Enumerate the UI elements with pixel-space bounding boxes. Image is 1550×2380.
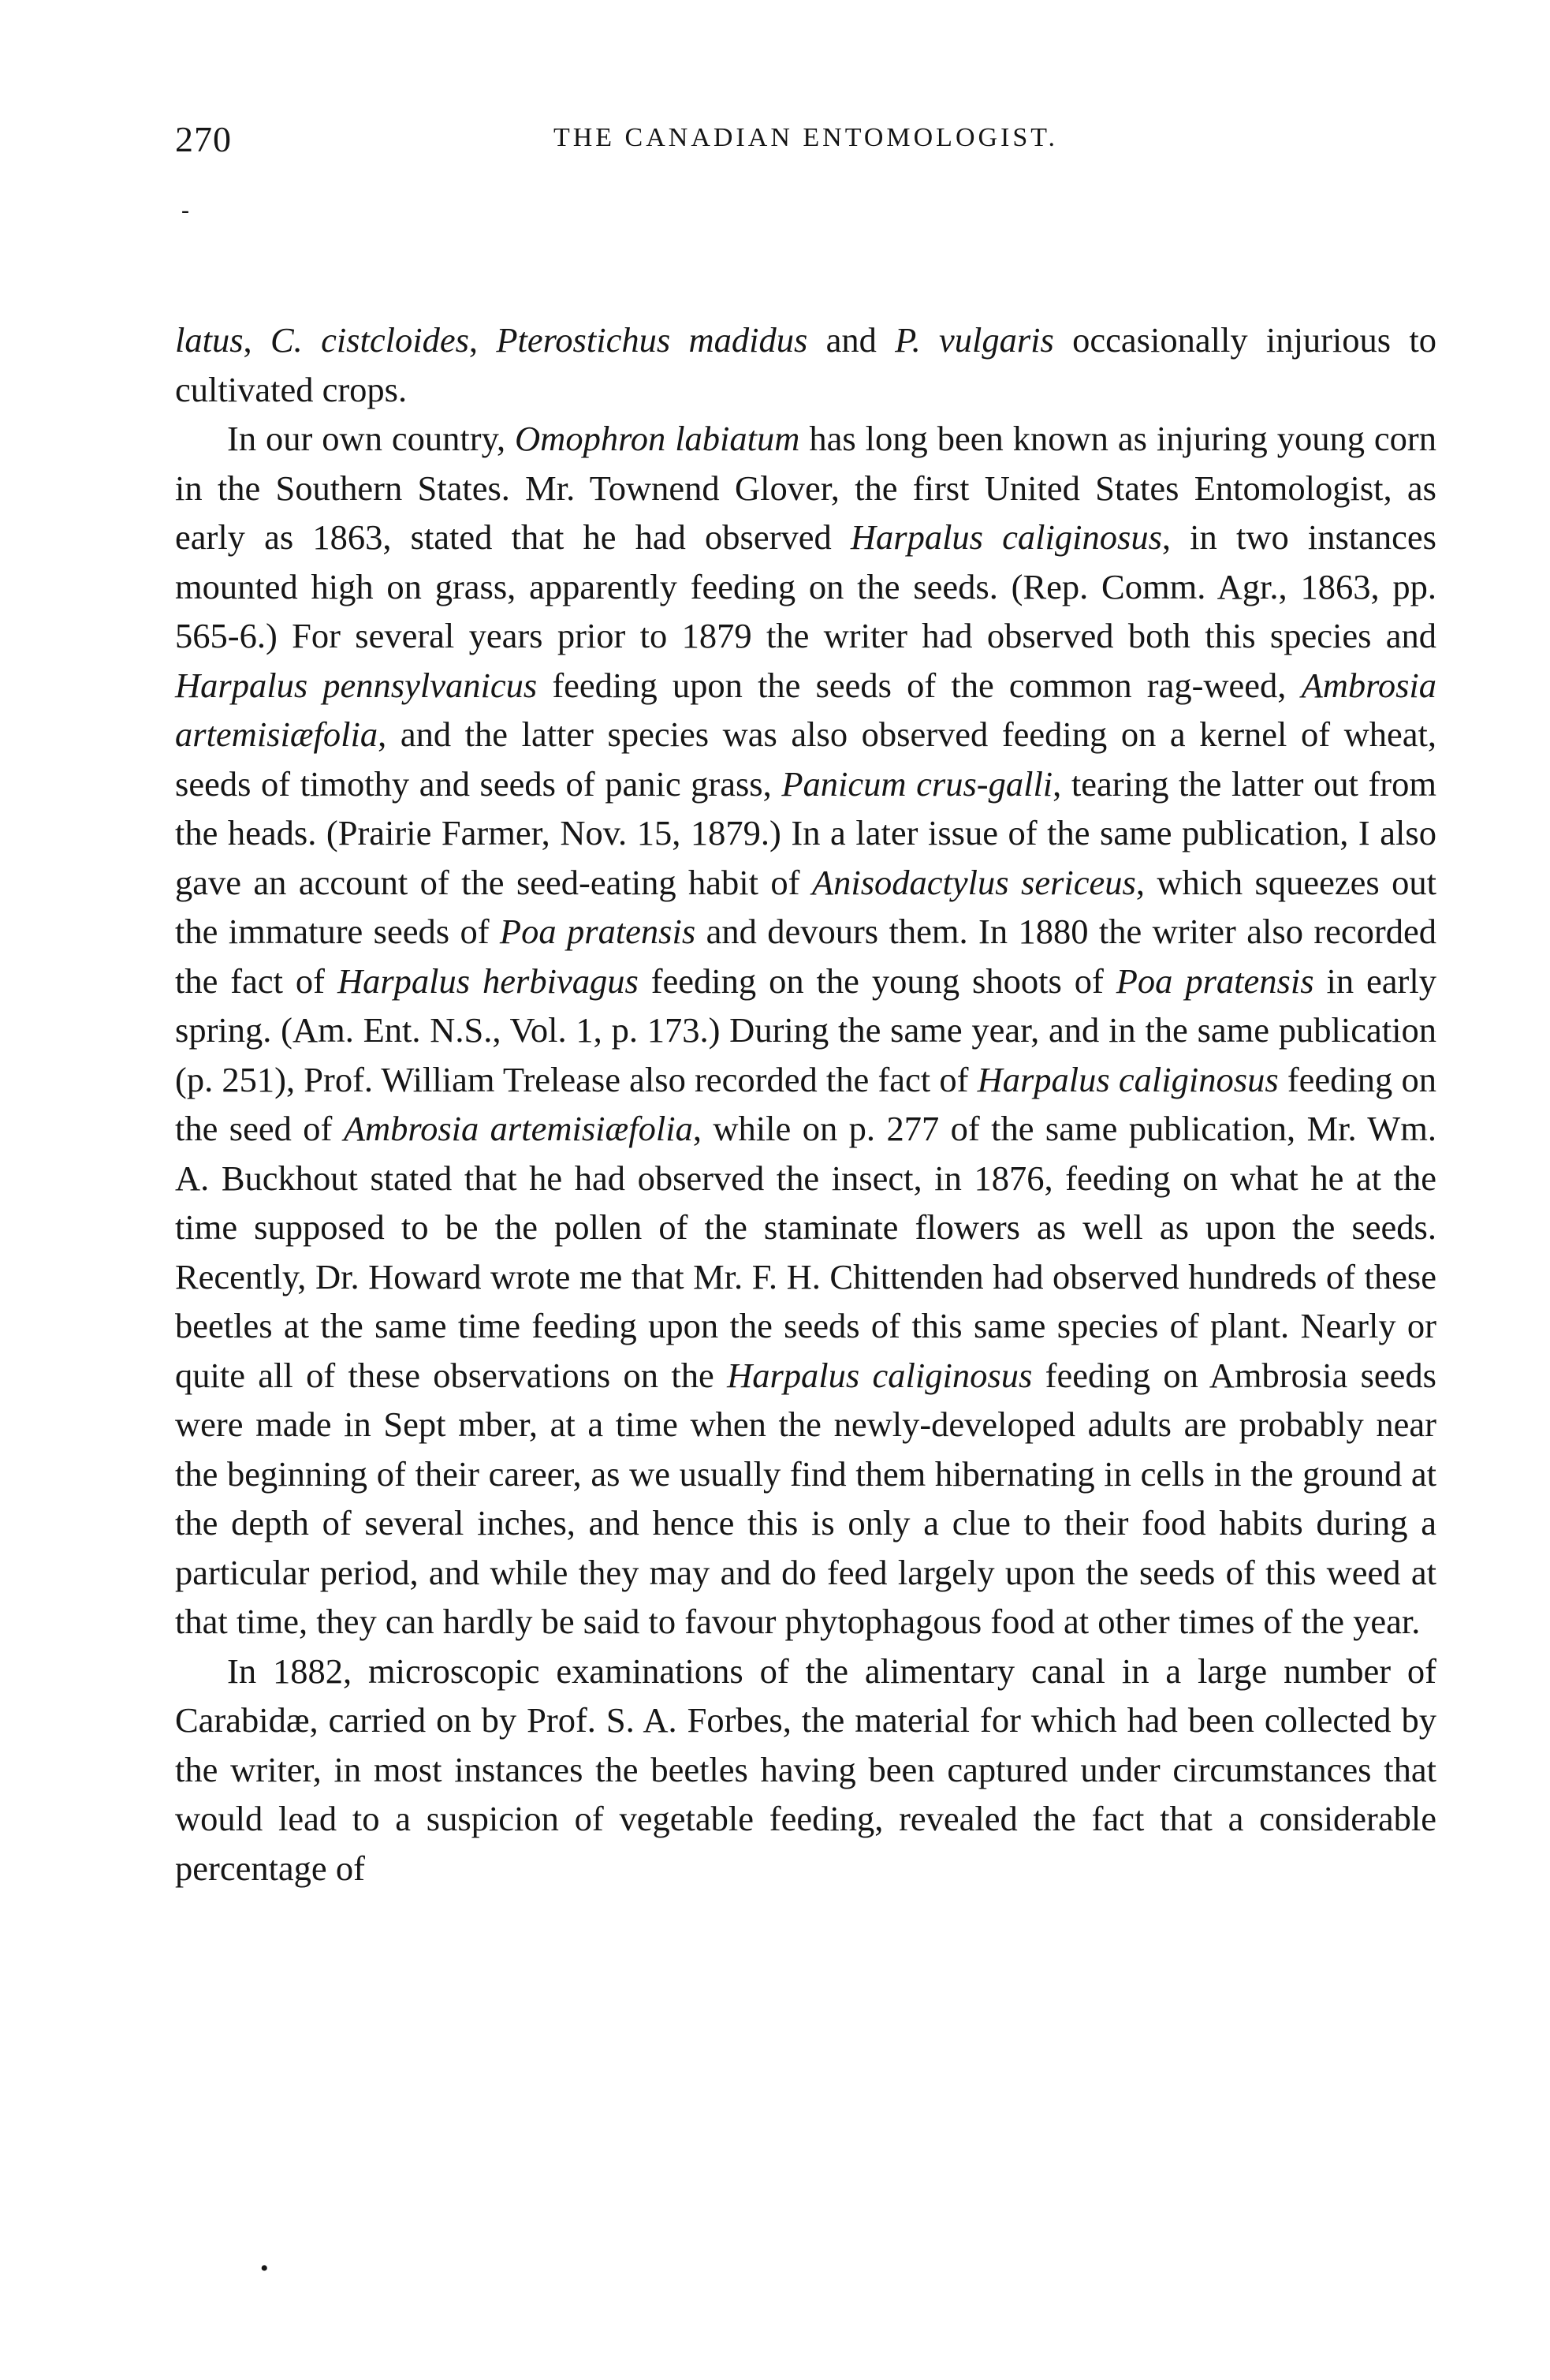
text-run: in early spring. (Am. Ent. N.S., Vol. 1, p. 173.) During the same year, and in the same publication (p. 251), Prof. William Trelease also recorded the fact of bbox=[175, 961, 1436, 1099]
italic-term: Panicum crus-galli bbox=[781, 763, 1053, 804]
text-run: , tearing the latter out from the heads. (Prairie Farmer, Nov. 15, 1879.) In a later issue of the same publication, I also gave an account of the seed-eating habit of bbox=[175, 763, 1436, 902]
text-run: , and the latter species was also observed feeding on a kernel of wheat, seeds of timothy and seeds of panic grass, bbox=[175, 714, 1436, 804]
text-run: In our own country, bbox=[227, 419, 516, 458]
text-run: feeding on the seed of bbox=[175, 1059, 1436, 1148]
body-text bbox=[175, 315, 1436, 1893]
italic-term: Pterostichus madidus bbox=[496, 320, 808, 360]
text-run: feeding on the young shoots of bbox=[638, 961, 1116, 1001]
text-run: and devours them. In 1880 the writer also recorded the fact of bbox=[175, 912, 1436, 1001]
italic-term: Harpalus caliginosus bbox=[727, 1355, 1033, 1395]
italic-term: Harpalus pennsylvanicus bbox=[175, 665, 538, 705]
italic-term: Harpalus herbivagus bbox=[337, 961, 639, 1001]
italic-term: Ambrosia artemisiæfolia bbox=[343, 1109, 693, 1148]
text-run: and bbox=[807, 320, 896, 360]
footer-bullet-mark: • bbox=[260, 2255, 269, 2281]
text-run: , in two instances mounted high on grass, apparently feeding on the seeds. (Rep. Comm. Agr., 1863, pp. 565-6.) For several years prior to 1879 the writer had observed both this species and bbox=[175, 517, 1436, 655]
document-page bbox=[175, 118, 1436, 1893]
italic-term: Harpalus caliginosus bbox=[850, 517, 1162, 557]
text-run: In 1882, microscopic examinations of the alimentary canal in a large number of Carabidæ, carried on by Prof. S. A. Forbes, the material for which had been collected by the writer, in most instances the beetles having been captured under circumstances that would lead to a suspicion of vegetable feeding, revealed the fact that a considerable percentage of bbox=[175, 1651, 1436, 1888]
paragraph bbox=[175, 1647, 1436, 1893]
running-head: THE CANADIAN ENTOMOLOGIST. bbox=[553, 123, 1059, 152]
italic-term: Ambrosia artemisiæfolia bbox=[175, 665, 1436, 754]
text-run: , bbox=[468, 320, 497, 360]
italic-term: Omophron labiatum bbox=[515, 419, 800, 458]
italic-term: Anisodactylus sericeus bbox=[811, 862, 1136, 902]
italic-term: Poa pratensis bbox=[1116, 961, 1314, 1001]
text-run: , while on p. 277 of the same publication, Mr. Wm. A. Buckhout stated that he had observed the insect, in 1876, feeding on what he at the time supposed to be the pollen of the staminate flowers as well as upon the seeds. Recently, Dr. Howard wrote me that Mr. F. H. Chittenden had observed hundreds of these beetles at the same time feeding upon the seeds of this same species of plant. Nearly or quite all of these observations on the bbox=[175, 1109, 1436, 1395]
text-run: occasionally injurious to cultivated crops. bbox=[175, 320, 1436, 409]
italic-term: P. vulgaris bbox=[895, 320, 1054, 360]
italic-term: latus bbox=[175, 320, 244, 360]
text-run: feeding on Ambrosia seeds were made in Sept mber, at a time when the newly-developed adults are probably near the beginning of their career, as we usually find them hibernating in cells in the ground at the depth of several inches, and hence this is only a clue to their food habits during a particular period, and while they may and do feed largely upon the seeds of this weed at that time, they can hardly be said to favour phytophagous food at other times of the year. bbox=[175, 1355, 1436, 1641]
page-number: 270 bbox=[175, 119, 232, 159]
page-header bbox=[175, 118, 1436, 223]
header-dash-mark: - bbox=[181, 197, 189, 223]
italic-term: C. cistcloides bbox=[270, 320, 469, 360]
text-run: , bbox=[243, 320, 270, 360]
paragraph bbox=[175, 414, 1436, 1647]
text-run: , which squeezes out the immature seeds of bbox=[175, 862, 1436, 951]
text-run: has long been known as injuring young corn in the Southern States. Mr. Townend Glover, the first United States Entomologist, as early as 1863, stated that he had observed bbox=[175, 419, 1436, 557]
text-run: feeding upon the seeds of the common rag-weed, bbox=[537, 665, 1302, 705]
paragraph bbox=[175, 315, 1436, 414]
italic-term: Poa pratensis bbox=[499, 912, 696, 951]
italic-term: Harpalus caliginosus bbox=[977, 1059, 1279, 1099]
